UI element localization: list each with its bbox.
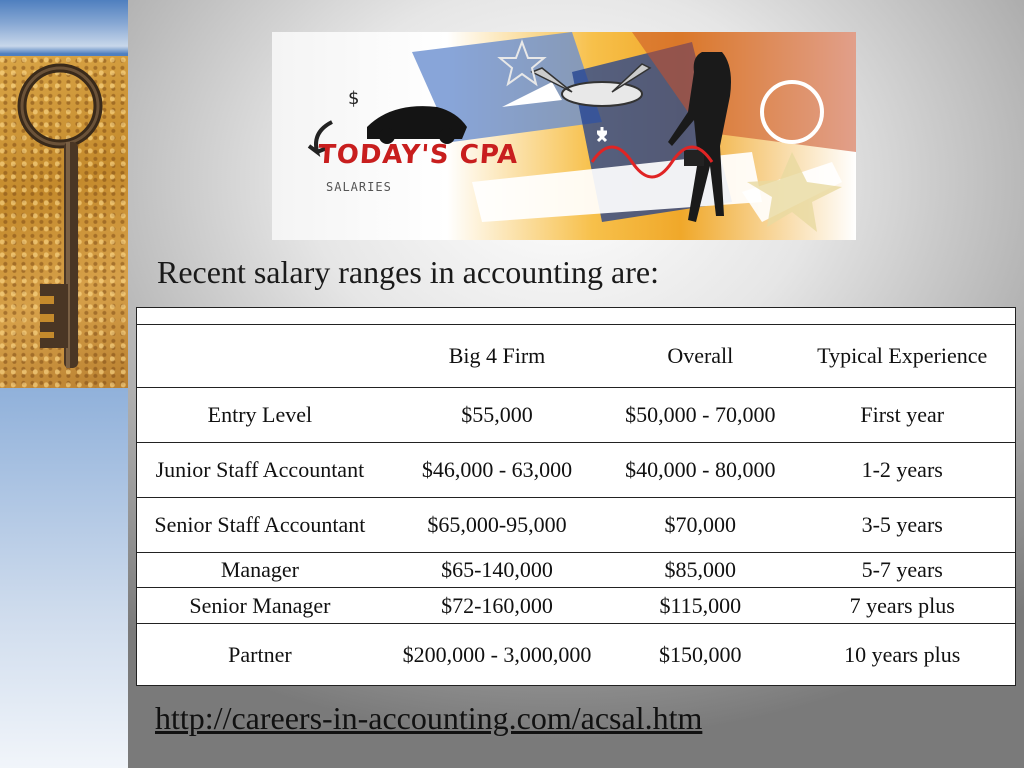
big4-value: $55,000	[383, 388, 611, 443]
key-icon	[0, 56, 128, 388]
todays-cpa-banner	[272, 32, 856, 240]
big4-value: $65-140,000	[383, 553, 611, 588]
overall-value: $150,000	[611, 624, 789, 686]
header-cell-overall: Overall	[611, 325, 789, 388]
big4-value: $72-160,000	[383, 588, 611, 624]
experience-value: 1-2 years	[789, 443, 1015, 498]
header-cell-experience: Typical Experience	[789, 325, 1015, 388]
source-link[interactable]: http://careers-in-accounting.com/acsal.htm	[155, 700, 703, 736]
big4-value: $46,000 - 63,000	[383, 443, 611, 498]
big4-value: $200,000 - 3,000,000	[383, 624, 611, 686]
table-row	[137, 388, 1016, 443]
dollar-sign: $	[348, 88, 360, 109]
page-heading: Recent salary ranges in accounting are:	[157, 254, 659, 290]
salary-table	[136, 307, 1016, 686]
table-row	[137, 443, 1016, 498]
header-cell-empty	[137, 325, 383, 388]
row-label: Senior Staff Accountant	[137, 498, 383, 553]
overall-value: $85,000	[611, 553, 789, 588]
overall-value: $40,000 - 80,000	[611, 443, 789, 498]
header-cell-big4: Big 4 Firm	[383, 325, 611, 388]
table-row	[137, 553, 1016, 588]
experience-value: 5-7 years	[789, 553, 1015, 588]
table-row	[137, 588, 1016, 624]
table-header-row	[137, 325, 1016, 388]
row-label: Manager	[137, 553, 383, 588]
row-label: Junior Staff Accountant	[137, 443, 383, 498]
table-spacer-row	[137, 308, 1016, 325]
banner-title: TODAY'S CPA	[316, 140, 520, 170]
experience-value: 7 years plus	[789, 588, 1015, 624]
table-row	[137, 498, 1016, 553]
big4-value: $65,000-95,000	[383, 498, 611, 553]
overall-value: $70,000	[611, 498, 789, 553]
key-photo	[0, 56, 128, 388]
overall-value: $115,000	[611, 588, 789, 624]
experience-value: 3-5 years	[789, 498, 1015, 553]
row-label: Entry Level	[137, 388, 383, 443]
overall-value: $50,000 - 70,000	[611, 388, 789, 443]
table-row	[137, 624, 1016, 686]
banner-subtitle: SALARIES	[326, 180, 392, 194]
row-label: Partner	[137, 624, 383, 686]
experience-value: First year	[789, 388, 1015, 443]
experience-value: 10 years plus	[789, 624, 1015, 686]
row-label: Senior Manager	[137, 588, 383, 624]
